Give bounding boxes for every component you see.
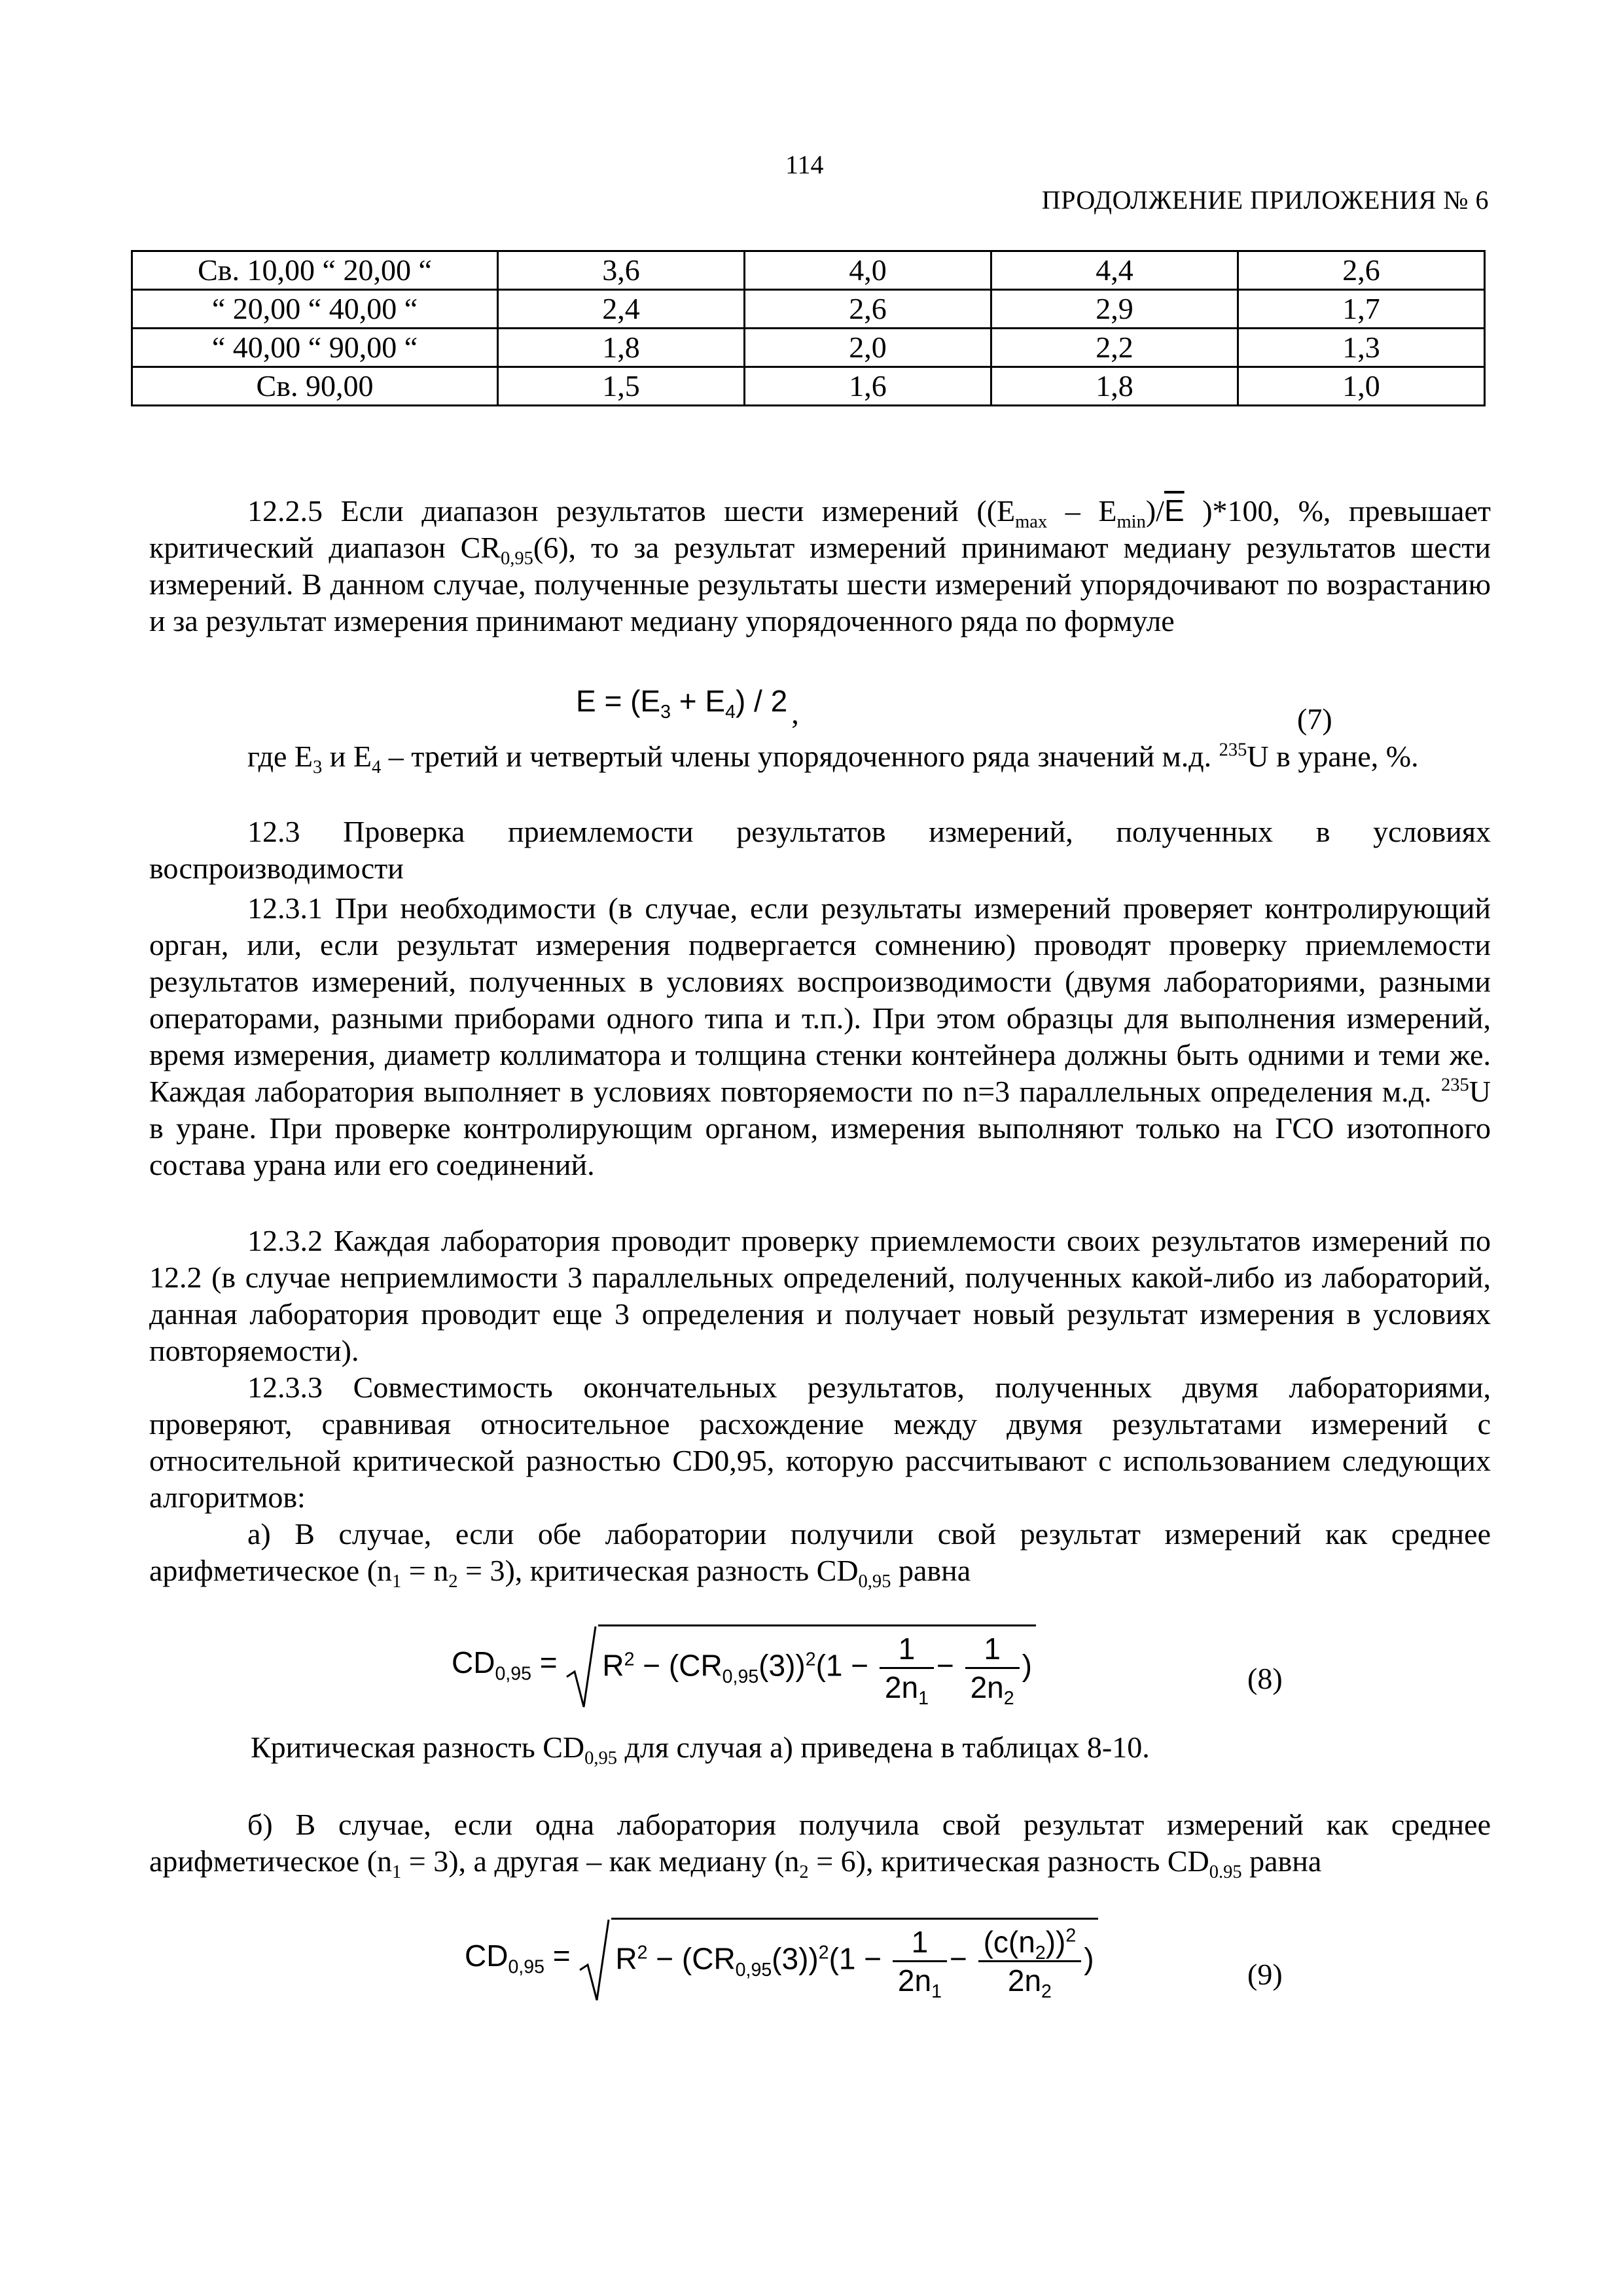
range-cell: “ 40,00 “ 90,00 “ — [132, 329, 498, 367]
value-cell: 1,7 — [1238, 290, 1485, 329]
radical-sign-8 — [565, 1624, 598, 1710]
paragraph-12-3-1: 12.3.1 При необходимости (в случае, если результаты измерений проверяет контролирующий орган, или, если результат измерения подвергается сомнению) проводят проверку приемлемости результатов измерений, полученных в условиях воспроизводимости (двумя лабораториями, разными операторами, разными приборами одного типа и т.п.). При этом образцы для выполнения измерений, время измерения, диаметр коллиматора и толщина стенки контейнера должны быть одними и теми же. Каждая лаборатория выполняет в условиях повторяемости по n=3 параллельных определения м.д. $^{235}$U в уране. При проверке контролирующим органом, измерения выполняют только на ГСО изотопного состава урана или его соединений. — [149, 891, 1491, 1181]
paragraph-case-a: а) В случае, если обе лаборатории получили свой результат измерений как среднее арифметическое $(n_1 = n_2 = 3)$, критическая разность $CD_{0,95}$ равна — [149, 1517, 1491, 1592]
paragraph-12-3-3: 12.3.3 Совместимость окончательных результатов, полученных двумя лабораториями, проверяют, сравнивая относительное расхождение между двумя результатами измерений с относительной критической разностью CD0,95, которую рассчитывают с использованием следующих алгоритмов: — [149, 1371, 1491, 1514]
equation-number-7: (7) — [1297, 702, 1332, 736]
fraction-1-over-2n1-b: $\frac{1}{2n_1}$ — [893, 1924, 947, 1999]
page-number: 114 — [785, 150, 824, 179]
value-cell: 2,2 — [991, 329, 1238, 367]
value-cell: 4,0 — [745, 251, 991, 290]
table-row — [132, 367, 1485, 406]
value-cell: 2,6 — [745, 290, 991, 329]
formula-8: $CD_{0,95}$ = $R^2 - (CR_{0,95}(3))^2(1$ − $\frac{1}{2n_1}$ − $\frac{1}{2n_2}$ ) — [452, 1624, 1036, 1706]
value-cell: 1,3 — [1238, 329, 1485, 367]
criteria-table — [131, 250, 1486, 406]
paragraph-12-3-2: 12.3.2 Каждая лаборатория проводит проверку приемлемости своих результатов измерений по 12.2 (в случае неприемлимости 3 параллельных определений, полученных какой-либо из лабораторий, данная лаборатория проводит еще 3 определения и получает новый результат измерения в условиях повторяемости). — [149, 1224, 1491, 1367]
fraction-1-over-2n2: $\frac{1}{2n_2}$ — [965, 1630, 1020, 1706]
value-cell: 2,6 — [1238, 251, 1485, 290]
value-cell: 2,9 — [991, 290, 1238, 329]
range-cell: “ 20,00 “ 40,00 “ — [132, 290, 498, 329]
radical-sign-9 — [579, 1918, 611, 2003]
fraction-cn2-over-2n2: $\frac{(c(n_2))^2}{2n_2}$ — [978, 1924, 1082, 1999]
value-cell: 1,8 — [498, 329, 745, 367]
value-cell: 2,0 — [745, 329, 991, 367]
sqrt-9: $R^2 - (CR_{0,95}(3))^2(1$ − $\frac{1}{2n_1}$ − $\frac{(c(n_2))^2}{2n_2}$ ) — [579, 1918, 1097, 1999]
value-cell: 1,6 — [745, 367, 991, 406]
range-cell: Св. 10,00 “ 20,00 “ — [132, 251, 498, 290]
paragraph-table-ref: Критическая разность $CD_{0,95}$ для случая а) приведена в таблицах 8-10. — [251, 1731, 1150, 1769]
formula-9: $CD_{0,95}$ = $R^2 - (CR_{0,95}(3))^2(1$ − $\frac{1}{2n_1}$ − $\frac{(c(n_2))^2}{2n_2}$ ) — [465, 1918, 1098, 1999]
formula-7: $E = (E_3 + E_4) / 2$ , — [576, 684, 799, 730]
value-cell: 1,0 — [1238, 367, 1485, 406]
table-row — [132, 251, 1485, 290]
paragraph-case-b: б) В случае, если одна лаборатория получила свой результат измерений как среднее арифметическое $(n_1 = 3)$, а другая – как медиану $(n_2 = 6)$, критическая разность $CD_{0.95}$ равна — [149, 1808, 1491, 1883]
value-cell: 1,8 — [991, 367, 1238, 406]
range-cell: Св. 90,00 — [132, 367, 498, 406]
sqrt-8: $R^2 - (CR_{0,95}(3))^2(1$ − $\frac{1}{2n_1}$ − $\frac{1}{2n_2}$ ) — [565, 1624, 1036, 1706]
value-cell: 2,4 — [498, 290, 745, 329]
mean-e-symbol: $\overline{E}$ — [1164, 493, 1185, 528]
table-row — [132, 290, 1485, 329]
equation-number-9: (9) — [1247, 1958, 1283, 1991]
equation-number-8: (8) — [1247, 1662, 1283, 1695]
value-cell: 4,4 — [991, 251, 1238, 290]
value-cell: 3,6 — [498, 251, 745, 290]
paragraph-where: где $E_3$ и $E_4$ – третий и четвертый члены упорядоченного ряда значений м.д. $^{235}$U в уране, %. — [247, 740, 1419, 778]
paragraph-12-3: 12.3 Проверка приемлемости результатов измерений, полученных в условиях воспроизводимости — [149, 815, 1491, 885]
table-row — [132, 329, 1485, 367]
paragraph-12-2-5: 12.2.5 Если диапазон результатов шести измерений ($(E_{max} - E_{min})/\overline{E}$ )*100, %, превышает критический диапазон $CR_{0,95}(6)$, то за результат измерений принимают медиану результатов шести измерений. В данном случае, полученные результаты шести измерений упорядочивают по возрастанию и за результат измерения принимают медиану упорядоченного ряда по формуле — [149, 493, 1491, 637]
appendix-header: ПРОДОЛЖЕНИЕ ПРИЛОЖЕНИЯ № 6 — [1041, 185, 1489, 215]
fraction-1-over-2n1: $\frac{1}{2n_1}$ — [880, 1630, 934, 1706]
value-cell: 1,5 — [498, 367, 745, 406]
